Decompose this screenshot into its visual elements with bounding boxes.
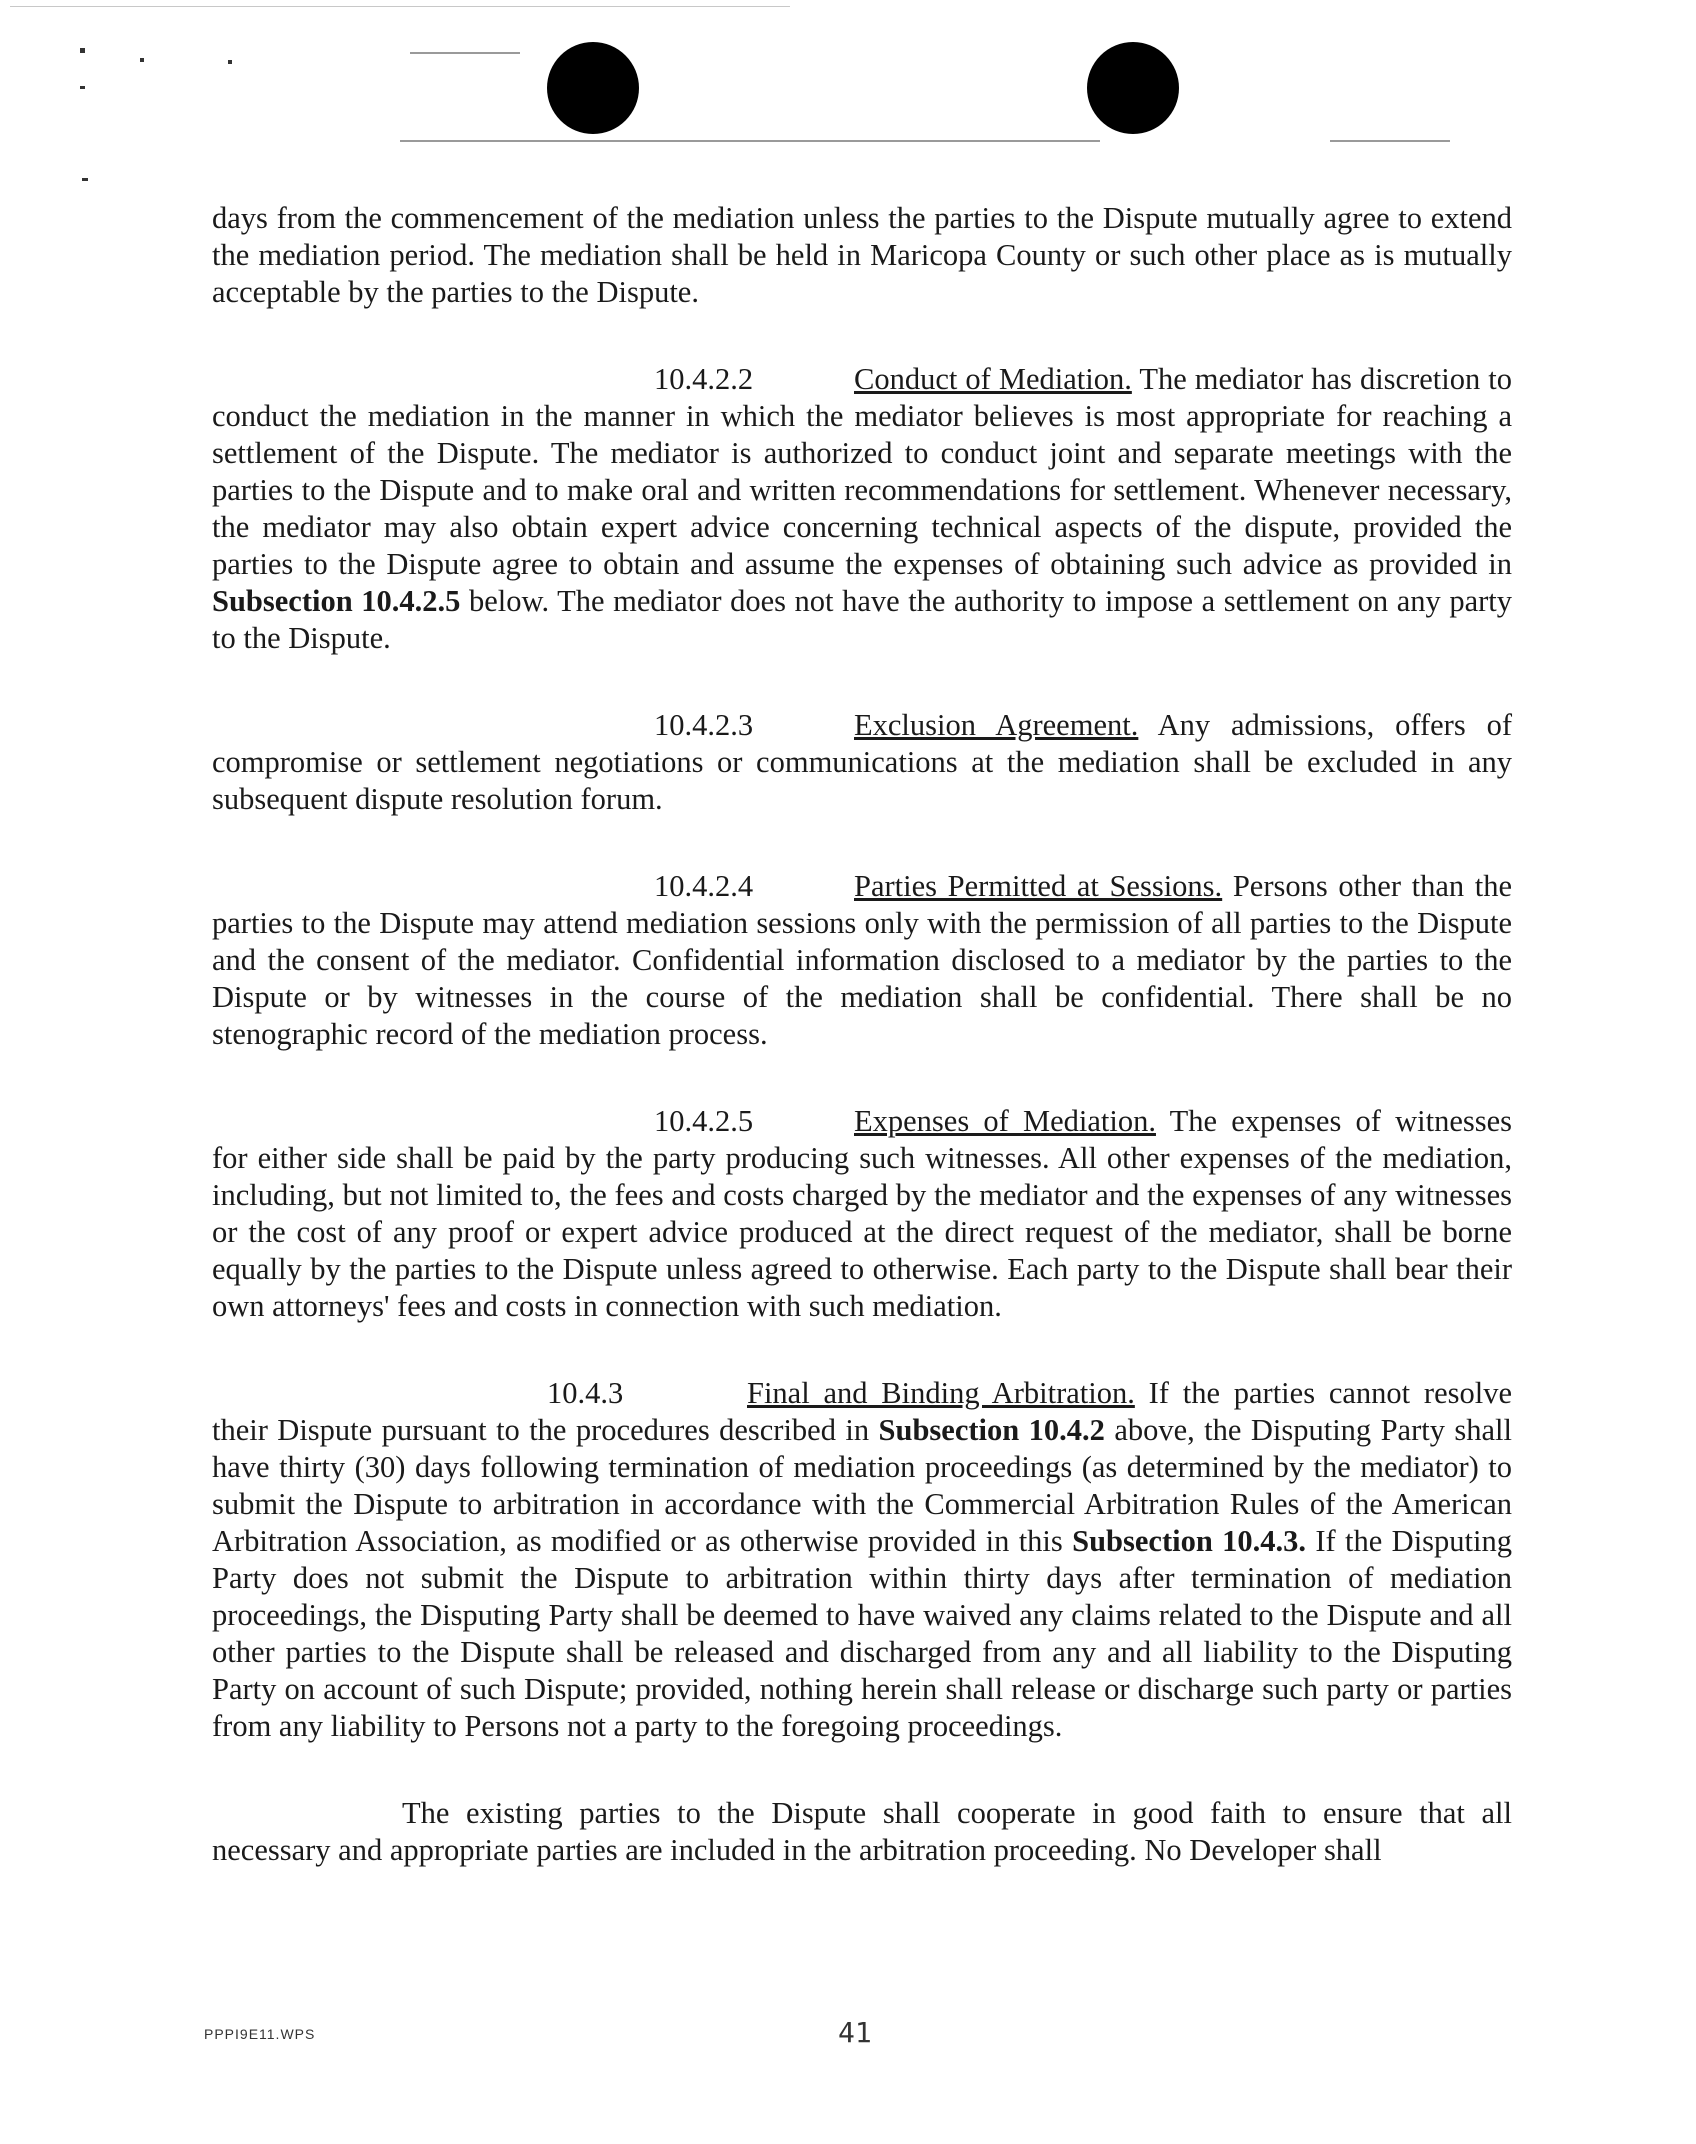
scan-speck bbox=[228, 60, 232, 64]
scan-artifact bbox=[10, 6, 790, 7]
scan-speck bbox=[82, 178, 88, 181]
section-number: 10.4.2.3 bbox=[654, 708, 754, 742]
section-number: 10.4.2.2 bbox=[654, 362, 754, 396]
section-10-4-2-2: 10.4.2.2 Conduct of Mediation. The mediator has discretion to conduct the mediation in the manner in which the mediator believes is most appropriate for reaching a settlement of the Dispute. The mediator is authorized to conduct joint and separate meetings with the parties to the Dispute and to make oral and written recommendations for settlement. Whenever necessary, the mediator may also obtain expert advice concerning technical aspects of the dispute, provided the parties to the Dispute agree to obtain and assume the expenses of obtaining such advice as provided in Subsection 10.4.2.5 below. The mediator does not have the authority to impose a settlement on any party to the Dispute. bbox=[212, 362, 1512, 655]
footer-file-code: PPPI9E11.WPS bbox=[204, 2026, 316, 2042]
continuation-paragraph: days from the commencement of the mediation unless the parties to the Dispute mutually agree to extend the mediation period. The mediation shall be held in Maricopa County or such other place as is mutually acceptable by the parties to the Dispute. bbox=[212, 201, 1512, 309]
section-reference: Subsection 10.4.2 bbox=[878, 1413, 1105, 1447]
section-number: 10.4.3 bbox=[547, 1376, 624, 1410]
scan-speck bbox=[140, 58, 144, 62]
page-number: 41 bbox=[838, 2016, 872, 2049]
scan-speck bbox=[80, 48, 85, 53]
section-title: Exclusion Agreement. bbox=[854, 708, 1139, 742]
section-reference: Subsection 10.4.2.5 bbox=[212, 584, 461, 618]
section-10-4-2-4: 10.4.2.4 Parties Permitted at Sessions. Persons other than the parties to the Dispute may attend mediation sessions only with the permission of all parties to the Dispute and the consent of the mediator. Confidential information disclosed to a mediator by the parties to the Dispute or by witnesses in the course of the mediation shall be confidential. There shall be no stenographic record of the mediation process. bbox=[212, 869, 1513, 1051]
scan-speck bbox=[80, 86, 85, 89]
scan-artifact bbox=[400, 140, 1100, 142]
scan-artifact bbox=[1330, 140, 1450, 142]
section-title: Parties Permitted at Sessions. bbox=[854, 869, 1223, 903]
closing-paragraph: The existing parties to the Dispute shall cooperate in good faith to ensure that all necessary and appropriate parties are included in the arbitration proceeding. No Developer shall bbox=[212, 1796, 1512, 1867]
section-title: Expenses of Mediation. bbox=[854, 1104, 1156, 1138]
scan-artifact bbox=[410, 52, 520, 54]
hole-punch-left bbox=[547, 42, 639, 134]
section-number: 10.4.2.5 bbox=[654, 1104, 754, 1138]
section-10-4-2-3: 10.4.2.3 Exclusion Agreement. Any admissions, offers of compromise or settlement negotiations or communications at the mediation shall be excluded in any subsequent dispute resolution forum. bbox=[212, 708, 1513, 816]
section-reference: Subsection 10.4.3. bbox=[1072, 1524, 1307, 1558]
section-10-4-3: 10.4.3 Final and Binding Arbitration. If the parties cannot resolve their Dispute pursuant to the procedures described in Subsection 10.4.2 above, the Disputing Party shall have thirty (30) days following termination of mediation proceedings (as determined by the mediator) to submit the Dispute to arbitration in accordance with the Commercial Arbitration Rules of the American Arbitration Association, as modified or as otherwise provided in this Subsection 10.4.3. If the Disputing Party does not submit the Dispute to arbitration within thirty days after termination of mediation proceedings, the Disputing Party shall be deemed to have waived any claims related to the Dispute and all other parties to the Dispute shall be released and discharged from any and all liability to the Disputing Party on account of such Dispute; provided, nothing herein shall release or discharge such party or parties from any liability to Persons not a party to the foregoing proceedings. bbox=[212, 1376, 1512, 1743]
section-title: Conduct of Mediation. bbox=[854, 362, 1132, 396]
hole-punch-right bbox=[1087, 42, 1179, 134]
section-number: 10.4.2.4 bbox=[654, 869, 754, 903]
section-10-4-2-5: 10.4.2.5 Expenses of Mediation. The expenses of witnesses for either side shall be paid by the party producing such witnesses. All other expenses of the mediation, including, but not limited to, the fees and costs charged by the mediator and the expenses of any witnesses or the cost of any proof or expert advice produced at the direct request of the mediator, shall be borne equally by the parties to the Dispute unless agreed to otherwise. Each party to the Dispute shall bear their own attorneys' fees and costs in connection with such mediation. bbox=[212, 1104, 1512, 1323]
document-body bbox=[212, 200, 1512, 1919]
section-title: Final and Binding Arbitration. bbox=[747, 1376, 1135, 1410]
